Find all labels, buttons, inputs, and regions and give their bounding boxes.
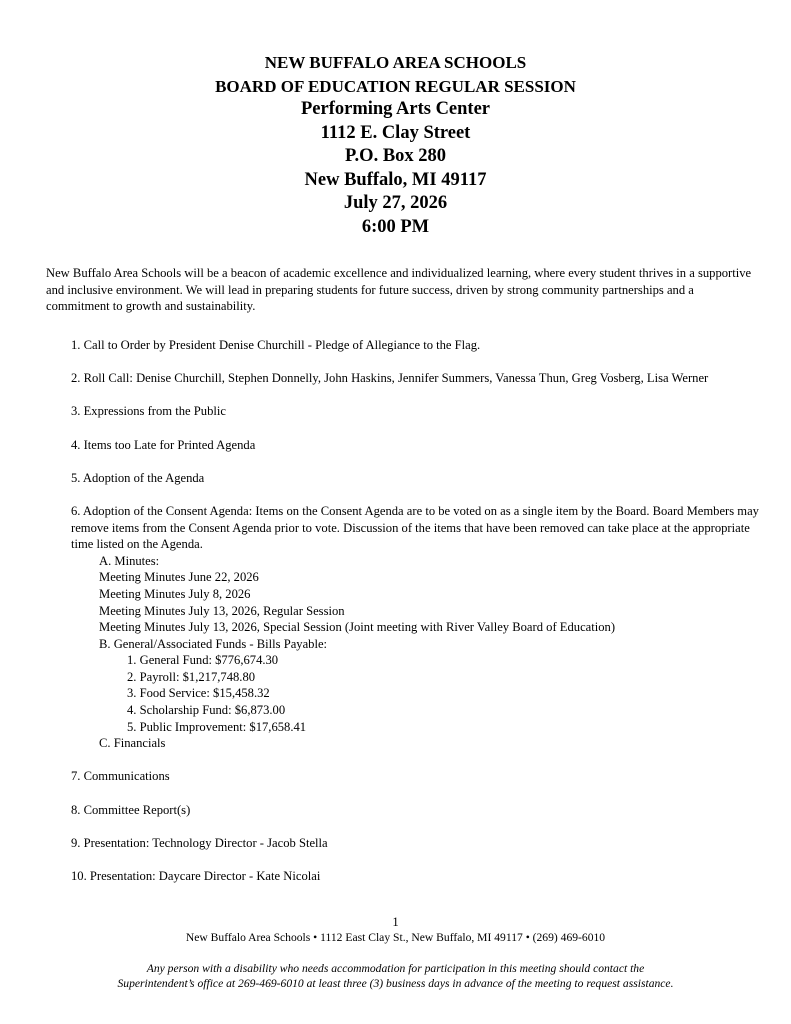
agenda-item-4: 4. Items too Late for Printed Agenda xyxy=(71,437,256,452)
accessibility-note-line-1: Any person with a disability who needs accommodation for participation in this meeting should contact the xyxy=(146,962,645,975)
agenda-item-9: 9. Presentation: Technology Director - Jacob Stella xyxy=(71,835,328,850)
consent-agenda-text: 6. Adoption of the Consent Agenda: Items on the Consent Agenda are to be voted on as a single item by the Board. Board Members may remove items from the Consent Agenda prior to vote. Discussion of the items that have been removed can take place at the appropriate time listed on the Agenda. xyxy=(71,503,759,552)
street-address: 1112 E. Clay Street xyxy=(320,122,471,143)
accessibility-note-line-2: Superintendent’s office at 269-469-6010 at least three (3) business days in advance of the meeting to request assistance. xyxy=(117,977,674,990)
agenda-item-1: 1. Call to Order by President Denise Churchill - Pledge of Allegiance to the Flag. xyxy=(71,338,481,352)
fund-entry: 1. General Fund: $776,674.30 xyxy=(127,653,279,668)
agenda-list xyxy=(71,337,761,901)
bills-payable-label: B. General/Associated Funds - Bills Payable: xyxy=(99,636,328,651)
session-title: BOARD OF EDUCATION REGULAR SESSION xyxy=(215,76,576,96)
accessibility-note xyxy=(0,961,791,991)
financials-label: C. Financials xyxy=(99,736,166,751)
footer-address: New Buffalo Area Schools • 1112 East Clay St., New Buffalo, MI 49117 • (269) 469-6010 xyxy=(185,931,606,944)
fund-entry: 2. Payroll: $1,217,748.80 xyxy=(127,669,256,684)
fund-entry: 5. Public Improvement: $17,658.41 xyxy=(127,719,307,734)
page-number: 1 xyxy=(392,915,399,929)
agenda-item-10: 10. Presentation: Daycare Director - Kate Nicolai xyxy=(71,869,321,883)
fund-entry: 4. Scholarship Fund: $6,873.00 xyxy=(127,703,286,718)
mission-statement: New Buffalo Area Schools will be a beacon of academic excellence and individualized learning, where every student thrives in a supportive and inclusive environment. We will lead in preparing students for future success, driven by strong community partnerships and a commitment to growth and sustainability. xyxy=(46,266,752,314)
agenda-item-3: 3. Expressions from the Public xyxy=(71,404,226,419)
agenda-item-2: 2. Roll Call: Denise Churchill, Stephen Donnelly, John Haskins, Jennifer Summers, Vanessa Thun, Greg Vosberg, Lisa Werner xyxy=(71,371,709,386)
fund-entry: 3. Food Service: $15,458.32 xyxy=(127,686,270,701)
meeting-date: July 27, 2026 xyxy=(343,193,448,213)
minutes-label: A. Minutes: xyxy=(99,553,160,568)
document-header xyxy=(0,51,791,239)
minutes-entry: Meeting Minutes June 22, 2026 xyxy=(99,570,259,585)
minutes-entry: Meeting Minutes July 13, 2026, Special Session (Joint meeting with River Valley Board of Education) xyxy=(99,620,616,635)
agenda-item-6 xyxy=(71,503,761,752)
minutes-entry: Meeting Minutes July 8, 2026 xyxy=(99,586,251,601)
meeting-time: 6:00 PM xyxy=(361,216,430,237)
agenda-item-5: 5. Adoption of the Agenda xyxy=(71,470,205,485)
city-state-zip: New Buffalo, MI 49117 xyxy=(304,169,487,190)
district-name: NEW BUFFALO AREA SCHOOLS xyxy=(264,53,527,72)
po-box: P.O. Box 280 xyxy=(344,146,447,166)
agenda-item-8: 8. Committee Report(s) xyxy=(71,802,191,817)
venue-name: Performing Arts Center xyxy=(300,99,491,119)
agenda-item-7: 7. Communications xyxy=(71,769,170,784)
minutes-entry: Meeting Minutes July 13, 2026, Regular Session xyxy=(99,603,345,618)
